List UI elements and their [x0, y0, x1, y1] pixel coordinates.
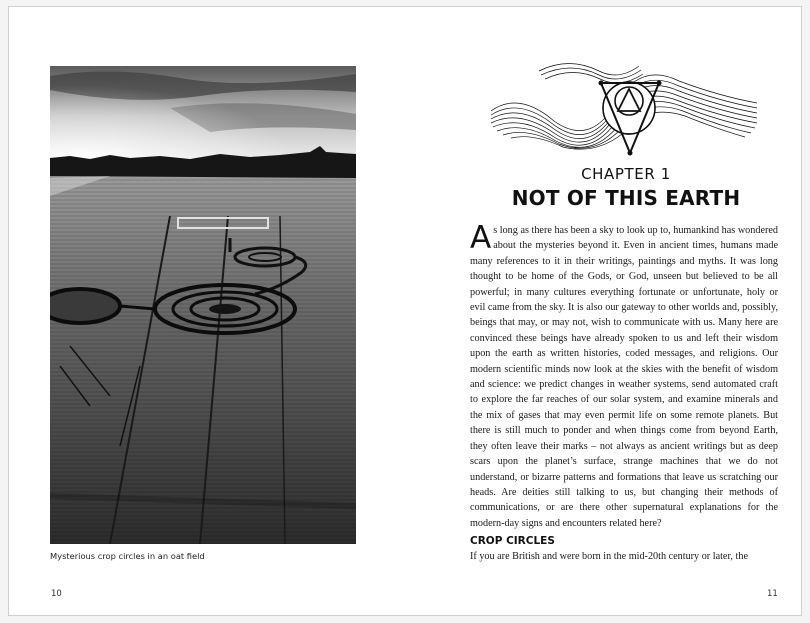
page-number-right: 11: [767, 589, 778, 599]
chapter-body-paragraph: [470, 220, 778, 531]
section-first-line: If you are British and were born in the mid-20th century or later, the: [470, 551, 748, 562]
section-heading: CROP CIRCLES: [470, 535, 555, 547]
book-spread: [8, 6, 802, 616]
crop-circles-photo: [50, 66, 356, 544]
photo-caption: Mysterious crop circles in an oat field: [50, 551, 205, 561]
body-text: s long as there has been a sky to look up to, humankind has wondered about the mysteries beyond it. Even in ancient times, humans made many references to it in their writings, paintings and myths. It was long thought to be home of the Gods, or God, unseen but believed to be all powerful; in many cultures everything fortunate or unfortunate, holy or evil came from the sky. It is also our gateway to other worlds and, possibly, beings that may, or may not, wish to communicate with us. Many here are convinced these beings have already spoken to us and left their wisdom upon the earth as written histories, coded messages, and religions. Our modern scientific minds now look at the skies with the benefit of wisdom and science: we predict changes in weather systems, send automated craft to explore the far reaches of our solar system, and examine minerals and the mix of gases that may even permit life on some remote planets. But there is still much to ponder and when things come from beyond Earth, they often leave their marks – not always as ancient writings but as deep scars upon the planet’s surface, strange machines that we do not understand, or bizarre patterns and formations that leave us scratching our heads. Are deities still talking to us, but changing their methods of communications, or are there other supernatural explanations for the modern-day signs and encounters related here?: [470, 225, 778, 529]
chapter-title: NOT OF THIS EARTH: [511, 186, 741, 210]
page-number-left: 10: [51, 589, 62, 599]
sacred-geometry-triangle-icon: [479, 51, 764, 161]
chapter-label: CHAPTER 1: [581, 165, 671, 183]
drop-cap: A: [470, 220, 492, 256]
